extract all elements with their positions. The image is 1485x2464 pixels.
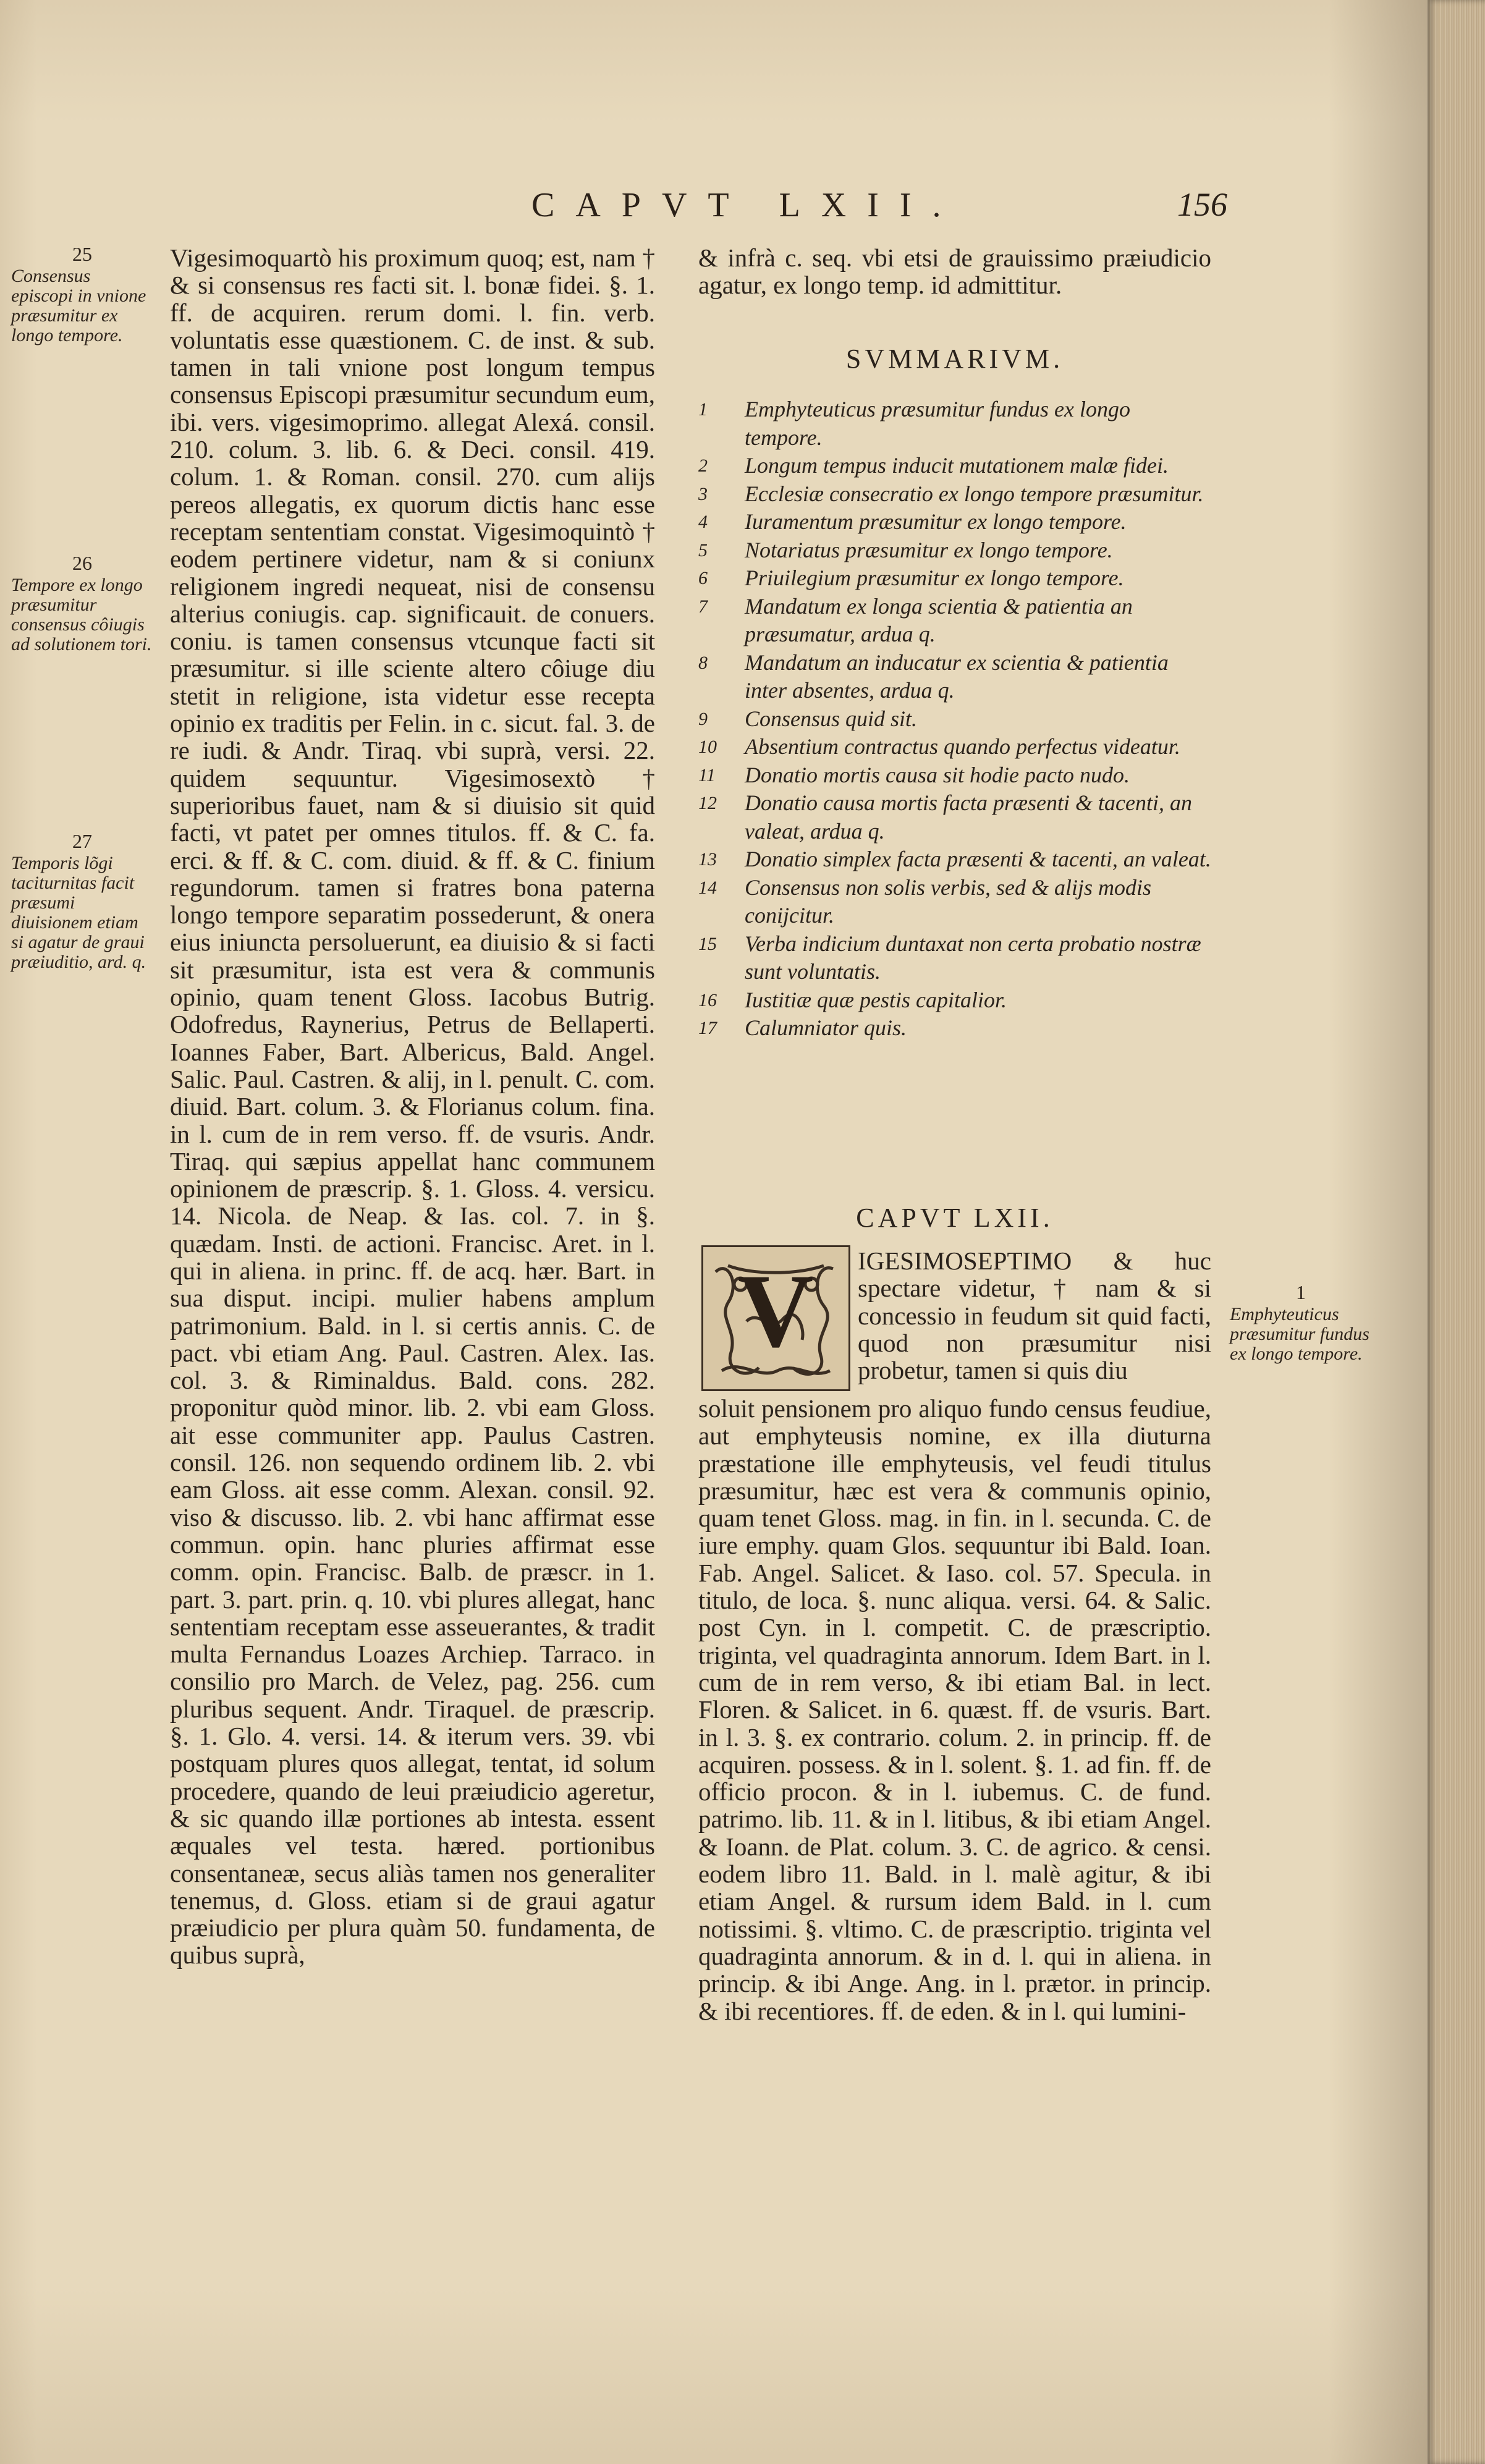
margin-note-number: 25 [72,243,92,265]
book-fore-edge [1428,0,1485,2464]
summary-item-number: 12 [698,793,717,813]
summary-item-number: 13 [698,849,717,870]
summary-item [698,874,1211,930]
summary-item-text: Consensus non solis verbis, sed & alijs modis conijcitur. [745,874,1152,928]
summary-item-number: 6 [698,568,708,588]
summary-list [698,396,1211,1043]
summary-item-text: Absentium contractus quando perfectus videatur. [745,734,1180,759]
summary-item-text: Donatio causa mortis facta præsenti & tacenti, an valeat, ardua q. [745,790,1192,844]
summary-item-text: Emphyteuticus præsumitur fundus ex longo tempore. [745,397,1130,450]
summary-item [698,593,1211,649]
margin-note-25 [11,244,153,345]
summary-item-text: Iustitiæ quæ pestis capitalior. [745,987,1007,1012]
margin-note-text: Consensus episcopi in vnione præsumitur ex longo tempore. [11,266,146,345]
chapter-opening-text [858,1247,1211,1384]
summary-item-number: 5 [698,540,708,561]
intro-paragraph: & infrà c. seq. vbi etsi de grauissimo præiudicio agatur, ex longo temp. id admittitur. [698,243,1211,300]
summary-item-number: 7 [698,596,708,617]
margin-note-number: 1 [1296,1281,1306,1303]
left-column-paragraph: Vigesimoquartò his proximum quoq; est, nam † & si consensus res facti sit. l. bonæ fidei. §. 1. ff. de acquiren. rerum domi. l. fin. verb. voluntatis esse quæstionem. C. de inst. & sub. tamen in tali vnione post longum tempus consensus Episcopi præsumitur secundum eum, ibi. vers. vigesimoprimo. allegat Alexá. consil. 210. colum. 3. lib. 6. & Deci. consil. 419. colum. 1. & Roman. consil. 270. cum alijs pereos allegatis, ex quorum dictis hanc esse receptam sententiam constat. Vigesimoquintò † eodem pertinere videtur, nam & si coniunx religionem ingredi nequeat, nisi de consensu alterius coniugis. cap. significauit. de conuers. coniu. is tamen consensus vtcunque facti sit præsumitur. si ille sciente altero côiuge diu stetit in religione, ista videtur esse recepta opinio ex traditis per Felin. in c. sicut. fal. 3. de re iudi. & Andr. Tiraq. vbi suprà, versi. 22. quidem sequuntur. Vigesimosextò † superioribus fauet, nam & si diuisio sit quid facti, vt patet per omnes titulos. ff. & C. fa. erci. & ff. & C. com. diuid. & ff. & C. finium regundorum. tamen si fratres bona paterna longo tempore separatim possederunt, & onera eius iniuncta persoluerunt, ea diuisio & si facti sit præsumitur, ista est vera & communis opinio, quam tenent Gloss. Iacobus Butrig. Odofredus, Raynerius, Petrus de Bellaperti. Ioannes Faber, Bart. Albericus, Bald. Angel. Salic. Paul. Castren. & alij, in l. penult. C. com. diuid. Bart. colum. 3. & Florianus colum. fina. in l. cum de in rem verso. ff. de vsuris. Andr. Tiraq. qui sæpius appellat hanc communem opinionem de præscrip. §. 1. Gloss. 4. versicu. 14. Nicola. de Neap. & Ias. col. 7. in §. quædam. Insti. de actioni. Francisc. Aret. in l. qui in aliena. in princ. ff. de acq. hær. Bart. in sua disput. incipi. mulier habens amplum patrimonium. Bald. in l. si certis annis. C. de pact. vbi etiam Ang. Paul. Castren. Alex. Ias. col. 3. & Riminaldus. Bald. cons. 282. proponitur quòd minor. lib. 2. vbi eam Gloss. ait esse communiter app. Paulus Castren. consil. 126. non sequendo ordinem lib. 2. vbi eam Gloss. ait esse comm. Alexan. consil. 92. viso & discusso. lib. 2. vbi hanc affirmat esse commun. opin. hanc pluries affirmat esse comm. opin. Francisc. Balb. de præscr. in 1. part. 3. part. prin. q. 10. vbi plures allegat, hanc sententiam receptam esse asseuerantes, & tradit multa Fernandus Loazes Archiep. Tarraco. in consilio pro March. de Velez, pag. 256. cum pluribus sequent. Andr. Tiraquel. de præscrip. §. 1. Glo. 4. versi. 14. & iterum vers. 39. vbi postquam plures quos allegat, tentat, id solum procedere, quando de leui præiudicio ageretur, & sic quando illæ portiones ab intesta. essent æquales vel testa. hæred. portionibus consentaneæ, secus aliàs tamen nos generaliter tenemus, d. Gloss. etiam si de graui agatur præiudicio per plura quàm 50. fundamenta, de quibus suprà, [170,243,655,1970]
summary-item-number: 14 [698,877,717,898]
decorated-initial-art [703,1247,848,1389]
margin-note-27 [11,831,153,972]
margin-note-26 [11,553,153,654]
summary-item-text: Mandatum ex longa scientia & patientia an præsumatur, ardua q. [745,593,1133,646]
summary-item [698,930,1211,986]
summary-item-number: 3 [698,483,708,504]
summary-item-text: Calumniator quis. [745,1015,907,1040]
running-head: CAPVT LXII. [531,186,962,224]
summary-item-number: 17 [698,1018,717,1038]
summary-item [698,480,1211,509]
summary-item-number: 16 [698,989,717,1010]
summary-item-text: Priuilegium præsumitur ex longo tempore. [745,565,1124,590]
margin-note-text: Tempore ex longo præsumitur consensus côiugis ad solutionem tori. [11,575,152,654]
summary-item-number: 11 [698,764,716,785]
summary-item-text: Donatio mortis causa sit hodie pacto nudo. [745,762,1130,787]
chapter-opening-paragraph: IGESIMOSEPTIMO & huc spectare videtur, † nam & si concessio in feudum sit quid facti, quod non præsumitur nisi probetur, tamen si quis diu [858,1247,1211,1385]
summary-item [698,508,1211,536]
summary-item-number: 4 [698,512,708,532]
summary-item-text: Consensus quid sit. [745,706,918,731]
summary-item [698,761,1211,790]
margin-note-number: 26 [72,552,92,574]
right-column-intro [698,244,1211,299]
margin-note-right-1 [1230,1282,1372,1364]
summary-item-text: Notariatus præsumitur ex longo tempore. [745,537,1113,562]
margin-note-text: Emphyteuticus præsumitur fundus ex longo tempore. [1230,1304,1369,1364]
chapter-body-paragraph: soluit pensionem pro aliquo fundo census feudiue, aut emphyteusis nomine, ex illa diuturna præstatione ille emphyteusis, vel feudi titulus præsumitur, hæc est vera & communis opinio, quam tenet Gloss. mag. in fin. in l. secunda. C. de iure emphy. quam Glos. sequuntur ibi Bald. Ioan. Fab. Angel. Salicet. & Iaso. col. 57. Specula. in titulo, de loca. §. nunc aliqua. versi. 64. & Salic. post Cyn. in l. competit. C. de præscriptio. triginta, vel quadraginta annorum. Idem Bart. in l. cum de in rem verso, & ibi etiam Bal. in lect. Floren. & Salicet. in 6. quæst. ff. de vsuris. Bart. in l. 3. §. ex contrario. colum. 2. in princip. ff. de acquiren. possess. & in l. solent. §. 1. ad fin. ff. de officio procon. & in l. iubemus. C. de fund. patrimo. lib. 11. & in l. litibus, & ibi etiam Angel. & Ioann. de Plat. colum. 3. C. de agrico. & censi. eodem libro 11. Bald. in l. malè agitur, & ibi etiam Angel. & rursum idem Bald. in l. cum notissimi. §. vltimo. C. de præscriptio. triginta vel quadraginta annorum. & in d. l. qui in aliena. in princip. & ibi Ange. Ang. in l. prætor. in princip. & ibi recentiores. ff. de eden. & in l. qui lumini- [698,1394,1211,2025]
summary-item-number: 15 [698,933,717,954]
summary-item-number: 2 [698,455,708,476]
summary-item-number: 1 [698,399,708,420]
summary-item [698,986,1211,1015]
margin-note-number: 27 [72,830,92,852]
summary-item [698,845,1211,874]
summary-item [698,705,1211,734]
summary-item [698,1014,1211,1043]
summary-title: SVMMARIVM. [845,344,1064,374]
summary-item-number: 10 [698,737,717,757]
summary-item [698,789,1211,845]
margin-note-text: Temporis lõgi taciturnitas facit præsumi diuisionem etiam si agatur de graui præiuditio, ard. q. [11,853,146,972]
summary-item [698,564,1211,593]
summary-item [698,536,1211,565]
left-column-text [170,244,655,1969]
summary-item [698,733,1211,761]
summary-item-text: Donatio simplex facta præsenti & tacenti, an valeat. [745,847,1211,871]
summary-item-text: Iuramentum præsumitur ex longo tempore. [745,509,1127,534]
summary-item-text: Mandatum an inducatur ex scientia & patientia inter absentes, ardua q. [745,650,1169,703]
summary-item [698,452,1211,480]
summary-item-number: 8 [698,652,708,673]
summary-item-text: Longum tempus inducit mutationem malæ fidei. [745,453,1169,478]
chapter-title: CAPVT LXII. [856,1203,1054,1233]
initial-letter: V [737,1253,814,1369]
summary-item [698,649,1211,705]
summary-item [698,396,1211,452]
summary-item-text: Ecclesiæ consecratio ex longo tempore præsumitur. [745,481,1204,506]
summary-item-text: Verba indicium duntaxat non certa probatio nostræ sunt voluntatis. [745,931,1201,984]
summary-item-number: 9 [698,708,708,729]
decorated-initial [701,1245,850,1391]
page-number: 156 [1177,186,1227,223]
chapter-body-text [698,1395,1211,2025]
